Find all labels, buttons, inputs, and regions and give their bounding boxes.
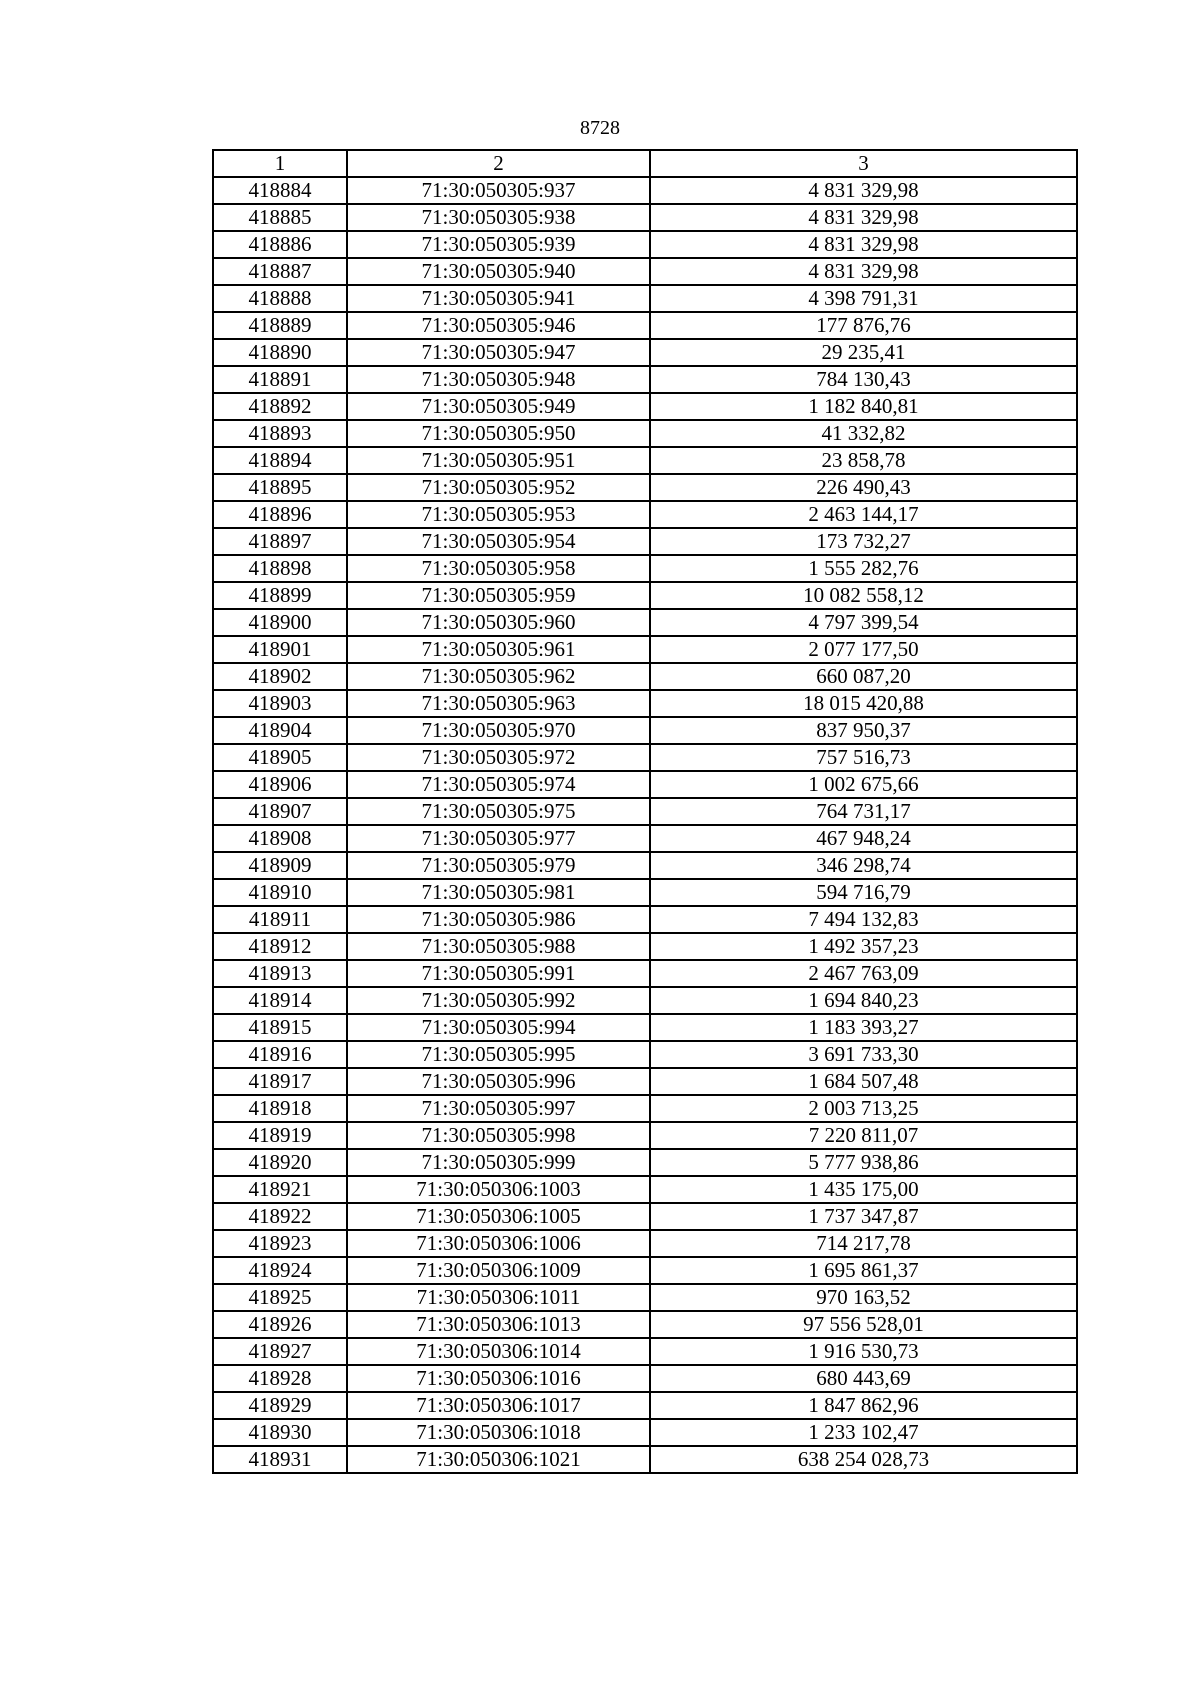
value-cell: 3 691 733,30 [650, 1041, 1077, 1068]
table-row [213, 1068, 1077, 1095]
value-cell: 1 183 393,27 [650, 1014, 1077, 1041]
value-cell: 2 463 144,17 [650, 501, 1077, 528]
value-cell: 1 435 175,00 [650, 1176, 1077, 1203]
row-number-cell: 418899 [213, 582, 347, 609]
table-row [213, 1230, 1077, 1257]
cadastral-number-cell: 71:30:050306:1013 [347, 1311, 650, 1338]
value-cell: 4 831 329,98 [650, 231, 1077, 258]
table-row [213, 1203, 1077, 1230]
table-row [213, 879, 1077, 906]
row-number-cell: 418890 [213, 339, 347, 366]
cadastral-number-cell: 71:30:050305:997 [347, 1095, 650, 1122]
cadastral-number-cell: 71:30:050305:988 [347, 933, 650, 960]
row-number-cell: 418903 [213, 690, 347, 717]
cadastral-number-cell: 71:30:050305:954 [347, 528, 650, 555]
row-number-cell: 418910 [213, 879, 347, 906]
header-cell-2: 2 [347, 150, 650, 177]
table-row [213, 582, 1077, 609]
row-number-cell: 418918 [213, 1095, 347, 1122]
value-cell: 660 087,20 [650, 663, 1077, 690]
table-row [213, 609, 1077, 636]
cadastral-number-cell: 71:30:050305:949 [347, 393, 650, 420]
value-cell: 837 950,37 [650, 717, 1077, 744]
row-number-cell: 418920 [213, 1149, 347, 1176]
value-cell: 4 831 329,98 [650, 204, 1077, 231]
row-number-cell: 418891 [213, 366, 347, 393]
value-cell: 2 467 763,09 [650, 960, 1077, 987]
value-cell: 764 731,17 [650, 798, 1077, 825]
cadastral-number-cell: 71:30:050305:940 [347, 258, 650, 285]
table-row [213, 204, 1077, 231]
table-row [213, 690, 1077, 717]
row-number-cell: 418886 [213, 231, 347, 258]
row-number-cell: 418927 [213, 1338, 347, 1365]
table-row [213, 1149, 1077, 1176]
row-number-cell: 418929 [213, 1392, 347, 1419]
table-row [213, 933, 1077, 960]
cadastral-number-cell: 71:30:050305:959 [347, 582, 650, 609]
row-number-cell: 418887 [213, 258, 347, 285]
cadastral-number-cell: 71:30:050305:962 [347, 663, 650, 690]
table-row [213, 447, 1077, 474]
cadastral-number-cell: 71:30:050305:963 [347, 690, 650, 717]
value-cell: 2 003 713,25 [650, 1095, 1077, 1122]
cadastral-number-cell: 71:30:050305:991 [347, 960, 650, 987]
value-cell: 1 492 357,23 [650, 933, 1077, 960]
cadastral-number-cell: 71:30:050305:951 [347, 447, 650, 474]
row-number-cell: 418902 [213, 663, 347, 690]
table-row [213, 177, 1077, 204]
table-row [213, 1041, 1077, 1068]
cadastral-number-cell: 71:30:050305:995 [347, 1041, 650, 1068]
table-row [213, 555, 1077, 582]
cadastral-number-cell: 71:30:050305:998 [347, 1122, 650, 1149]
table-row [213, 771, 1077, 798]
row-number-cell: 418915 [213, 1014, 347, 1041]
table-row [213, 1176, 1077, 1203]
cadastral-number-cell: 71:30:050305:950 [347, 420, 650, 447]
value-cell: 346 298,74 [650, 852, 1077, 879]
table-row [213, 366, 1077, 393]
cadastral-number-cell: 71:30:050305:947 [347, 339, 650, 366]
row-number-cell: 418907 [213, 798, 347, 825]
value-cell: 7 220 811,07 [650, 1122, 1077, 1149]
table-row [213, 717, 1077, 744]
cadastral-number-cell: 71:30:050306:1006 [347, 1230, 650, 1257]
value-cell: 1 694 840,23 [650, 987, 1077, 1014]
value-cell: 41 332,82 [650, 420, 1077, 447]
value-cell: 18 015 420,88 [650, 690, 1077, 717]
table-row [213, 501, 1077, 528]
cadastral-number-cell: 71:30:050306:1016 [347, 1365, 650, 1392]
cadastral-number-cell: 71:30:050305:974 [347, 771, 650, 798]
value-cell: 467 948,24 [650, 825, 1077, 852]
cadastral-number-cell: 71:30:050306:1009 [347, 1257, 650, 1284]
row-number-cell: 418895 [213, 474, 347, 501]
cadastral-number-cell: 71:30:050305:986 [347, 906, 650, 933]
table-row [213, 1257, 1077, 1284]
row-number-cell: 418892 [213, 393, 347, 420]
row-number-cell: 418926 [213, 1311, 347, 1338]
value-cell: 1 737 347,87 [650, 1203, 1077, 1230]
table-row [213, 285, 1077, 312]
row-number-cell: 418904 [213, 717, 347, 744]
table-row [213, 1392, 1077, 1419]
value-cell: 5 777 938,86 [650, 1149, 1077, 1176]
table-row [213, 339, 1077, 366]
row-number-cell: 418930 [213, 1419, 347, 1446]
cadastral-number-cell: 71:30:050306:1011 [347, 1284, 650, 1311]
row-number-cell: 418914 [213, 987, 347, 1014]
row-number-cell: 418893 [213, 420, 347, 447]
cadastral-number-cell: 71:30:050305:938 [347, 204, 650, 231]
cadastral-number-cell: 71:30:050305:996 [347, 1068, 650, 1095]
value-cell: 1 555 282,76 [650, 555, 1077, 582]
value-cell: 757 516,73 [650, 744, 1077, 771]
table-row [213, 663, 1077, 690]
table-row [213, 1095, 1077, 1122]
page-number: 8728 [580, 117, 620, 139]
row-number-cell: 418898 [213, 555, 347, 582]
table-row [213, 312, 1077, 339]
value-cell: 23 858,78 [650, 447, 1077, 474]
value-cell: 226 490,43 [650, 474, 1077, 501]
table-row [213, 906, 1077, 933]
header-cell-3: 3 [650, 150, 1077, 177]
row-number-cell: 418889 [213, 312, 347, 339]
table-row [213, 744, 1077, 771]
cadastral-number-cell: 71:30:050306:1018 [347, 1419, 650, 1446]
row-number-cell: 418917 [213, 1068, 347, 1095]
cadastral-number-cell: 71:30:050306:1017 [347, 1392, 650, 1419]
row-number-cell: 418923 [213, 1230, 347, 1257]
data-table [212, 149, 1078, 1474]
cadastral-number-cell: 71:30:050306:1003 [347, 1176, 650, 1203]
value-cell: 177 876,76 [650, 312, 1077, 339]
row-number-cell: 418901 [213, 636, 347, 663]
table-row [213, 1284, 1077, 1311]
cadastral-number-cell: 71:30:050305:961 [347, 636, 650, 663]
row-number-cell: 418885 [213, 204, 347, 231]
cadastral-number-cell: 71:30:050305:981 [347, 879, 650, 906]
row-number-cell: 418894 [213, 447, 347, 474]
row-number-cell: 418905 [213, 744, 347, 771]
table-header-row [213, 150, 1077, 177]
cadastral-number-cell: 71:30:050305:977 [347, 825, 650, 852]
table-row [213, 987, 1077, 1014]
cadastral-number-cell: 71:30:050305:992 [347, 987, 650, 1014]
header-cell-1: 1 [213, 150, 347, 177]
cadastral-number-cell: 71:30:050305:979 [347, 852, 650, 879]
row-number-cell: 418900 [213, 609, 347, 636]
value-cell: 680 443,69 [650, 1365, 1077, 1392]
table-row [213, 393, 1077, 420]
cadastral-number-cell: 71:30:050305:999 [347, 1149, 650, 1176]
cadastral-number-cell: 71:30:050306:1014 [347, 1338, 650, 1365]
table-row [213, 1365, 1077, 1392]
cadastral-number-cell: 71:30:050306:1005 [347, 1203, 650, 1230]
value-cell: 784 130,43 [650, 366, 1077, 393]
value-cell: 10 082 558,12 [650, 582, 1077, 609]
cadastral-number-cell: 71:30:050305:994 [347, 1014, 650, 1041]
value-cell: 970 163,52 [650, 1284, 1077, 1311]
row-number-cell: 418928 [213, 1365, 347, 1392]
table-row [213, 528, 1077, 555]
table-row [213, 1446, 1077, 1473]
cadastral-number-cell: 71:30:050305:952 [347, 474, 650, 501]
value-cell: 4 831 329,98 [650, 258, 1077, 285]
value-cell: 1 233 102,47 [650, 1419, 1077, 1446]
row-number-cell: 418924 [213, 1257, 347, 1284]
cadastral-number-cell: 71:30:050305:946 [347, 312, 650, 339]
table-row [213, 474, 1077, 501]
row-number-cell: 418896 [213, 501, 347, 528]
value-cell: 4 797 399,54 [650, 609, 1077, 636]
value-cell: 29 235,41 [650, 339, 1077, 366]
value-cell: 97 556 528,01 [650, 1311, 1077, 1338]
cadastral-number-cell: 71:30:050305:939 [347, 231, 650, 258]
value-cell: 1 002 675,66 [650, 771, 1077, 798]
table-row [213, 825, 1077, 852]
table-row [213, 231, 1077, 258]
row-number-cell: 418912 [213, 933, 347, 960]
row-number-cell: 418908 [213, 825, 347, 852]
value-cell: 638 254 028,73 [650, 1446, 1077, 1473]
table-body [213, 150, 1077, 1473]
cadastral-number-cell: 71:30:050306:1021 [347, 1446, 650, 1473]
row-number-cell: 418922 [213, 1203, 347, 1230]
row-number-cell: 418913 [213, 960, 347, 987]
cadastral-number-cell: 71:30:050305:953 [347, 501, 650, 528]
value-cell: 173 732,27 [650, 528, 1077, 555]
row-number-cell: 418897 [213, 528, 347, 555]
row-number-cell: 418906 [213, 771, 347, 798]
value-cell: 1 182 840,81 [650, 393, 1077, 420]
cadastral-number-cell: 71:30:050305:948 [347, 366, 650, 393]
cadastral-number-cell: 71:30:050305:958 [347, 555, 650, 582]
value-cell: 4 398 791,31 [650, 285, 1077, 312]
value-cell: 714 217,78 [650, 1230, 1077, 1257]
table-row [213, 960, 1077, 987]
row-number-cell: 418925 [213, 1284, 347, 1311]
row-number-cell: 418909 [213, 852, 347, 879]
value-cell: 594 716,79 [650, 879, 1077, 906]
cadastral-number-cell: 71:30:050305:960 [347, 609, 650, 636]
table-row [213, 420, 1077, 447]
table-row [213, 1338, 1077, 1365]
row-number-cell: 418916 [213, 1041, 347, 1068]
row-number-cell: 418884 [213, 177, 347, 204]
table-row [213, 798, 1077, 825]
row-number-cell: 418919 [213, 1122, 347, 1149]
table-row [213, 636, 1077, 663]
cadastral-number-cell: 71:30:050305:970 [347, 717, 650, 744]
cadastral-number-cell: 71:30:050305:975 [347, 798, 650, 825]
row-number-cell: 418921 [213, 1176, 347, 1203]
value-cell: 2 077 177,50 [650, 636, 1077, 663]
table-row [213, 1014, 1077, 1041]
table-row [213, 258, 1077, 285]
row-number-cell: 418911 [213, 906, 347, 933]
value-cell: 7 494 132,83 [650, 906, 1077, 933]
table-row [213, 1311, 1077, 1338]
value-cell: 1 916 530,73 [650, 1338, 1077, 1365]
cadastral-number-cell: 71:30:050305:941 [347, 285, 650, 312]
table-row [213, 1122, 1077, 1149]
row-number-cell: 418888 [213, 285, 347, 312]
cadastral-number-cell: 71:30:050305:972 [347, 744, 650, 771]
value-cell: 4 831 329,98 [650, 177, 1077, 204]
cadastral-number-cell: 71:30:050305:937 [347, 177, 650, 204]
value-cell: 1 695 861,37 [650, 1257, 1077, 1284]
table-row [213, 1419, 1077, 1446]
row-number-cell: 418931 [213, 1446, 347, 1473]
value-cell: 1 847 862,96 [650, 1392, 1077, 1419]
value-cell: 1 684 507,48 [650, 1068, 1077, 1095]
table-row [213, 852, 1077, 879]
